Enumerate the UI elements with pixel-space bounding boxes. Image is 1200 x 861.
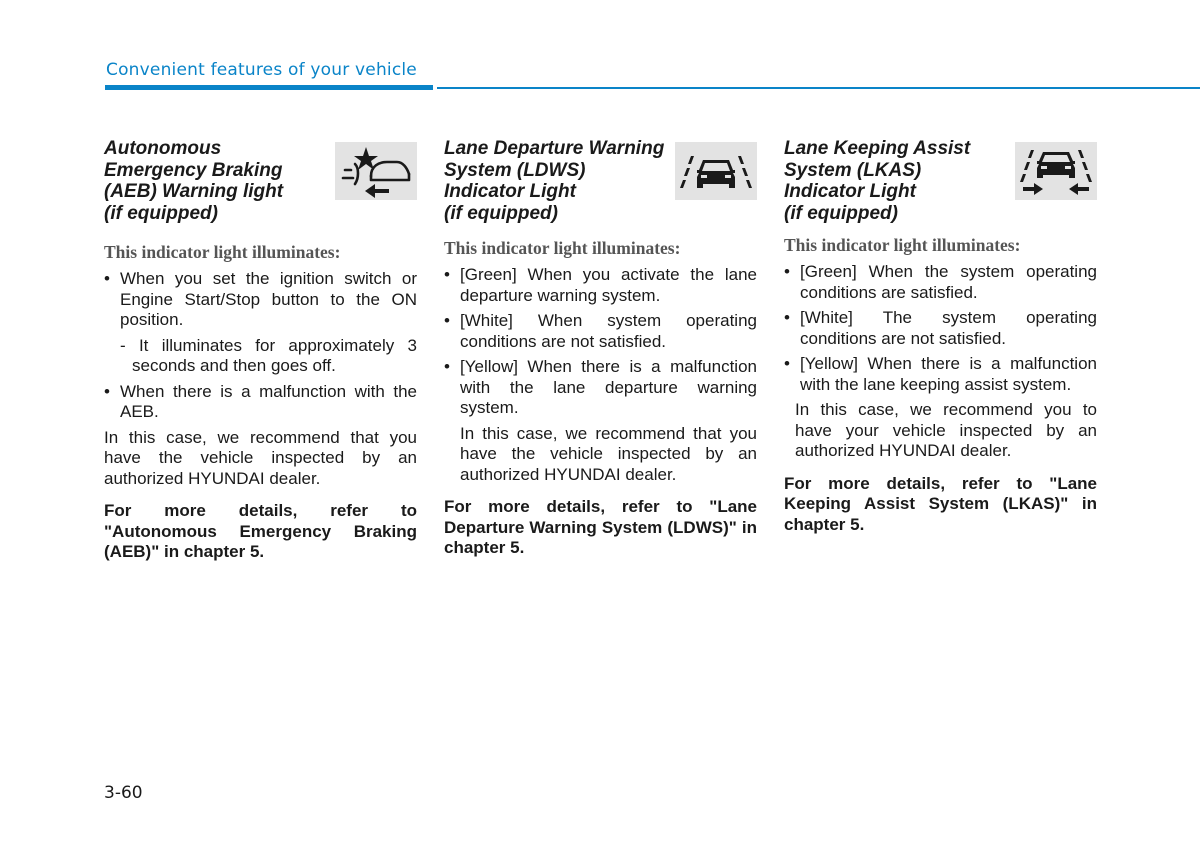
aeb-warning-light-icon: [335, 142, 417, 200]
title-line: (if equipped): [784, 202, 898, 224]
reference-note: For more details, refer to "Autonomous Emergency Braking (AEB)" in chapter 5.: [104, 501, 417, 561]
lkas-indicator-icon: [1015, 142, 1097, 200]
section-lead: This indicator light illuminates:: [104, 242, 341, 262]
section-title: [784, 138, 1019, 224]
reference-note: For more details, refer to "Lane Keeping Assist System (LKAS)" in chapter 5.: [784, 473, 1097, 534]
title-line: Autonomous: [104, 138, 222, 159]
title-line: Indicator Light: [444, 181, 576, 202]
list-item: • When you set the ignition switch or Engine Start/Stop button to the ON position.: [104, 269, 417, 331]
list-item: • [Yellow] When there is a malfunction with the lane keeping assist system.: [784, 354, 1097, 395]
section-lead: This indicator light illuminates:: [784, 235, 1021, 255]
section-lkas: [784, 138, 1097, 535]
title-line: Lane Departure Warning: [444, 138, 665, 159]
section-lead: This indicator light illuminates:: [444, 238, 681, 258]
header-accent-bar: [105, 85, 433, 90]
list-sub-item: - It illuminates for approximately 3 seconds and then goes off.: [120, 335, 417, 375]
body-paragraph: In this case, we recommend that you have the vehicle inspected by an authorized HYUNDAI dealer.: [460, 423, 757, 484]
section-aeb: [104, 138, 417, 563]
title-line: (if equipped): [104, 202, 218, 224]
list-item: • When there is a malfunction with the AEB.: [104, 382, 417, 423]
title-line: Indicator Light: [784, 181, 916, 202]
list-item: • [White] When system operating conditions are not satisfied.: [444, 311, 757, 352]
title-line: System (LDWS): [444, 159, 586, 181]
section-ldws: [444, 138, 757, 559]
section-title: [444, 138, 679, 224]
body-paragraph: In this case, we recommend you to have your vehicle inspected by an authorized HYUNDAI dealer.: [795, 400, 1097, 460]
reference-note: For more details, refer to "Lane Departure Warning System (LDWS)" in chapter 5.: [444, 497, 757, 557]
list-item: • [White] The system operating conditions are not satisfied.: [784, 308, 1097, 349]
header-rule: [437, 87, 1200, 89]
body-paragraph: In this case, we recommend that you have the vehicle inspected by an authorized HYUNDAI dealer.: [104, 427, 417, 488]
list-item: • [Yellow] When there is a malfunction with the lane departure warning system.: [444, 357, 757, 419]
page-number: 3-60: [104, 783, 143, 803]
section-title: [104, 138, 339, 224]
title-line: (if equipped): [444, 202, 558, 224]
title-line: Emergency Braking: [104, 159, 283, 181]
list-item: • [Green] When you activate the lane departure warning system.: [444, 265, 757, 306]
title-line: System (LKAS): [784, 159, 922, 181]
title-line: (AEB) Warning light: [104, 181, 284, 202]
header-title: Convenient features of your vehicle: [106, 60, 417, 80]
list-item: • [Green] When the system operating conditions are satisfied.: [784, 262, 1097, 303]
title-line: Lane Keeping Assist: [784, 138, 971, 159]
ldws-indicator-icon: [675, 142, 757, 200]
